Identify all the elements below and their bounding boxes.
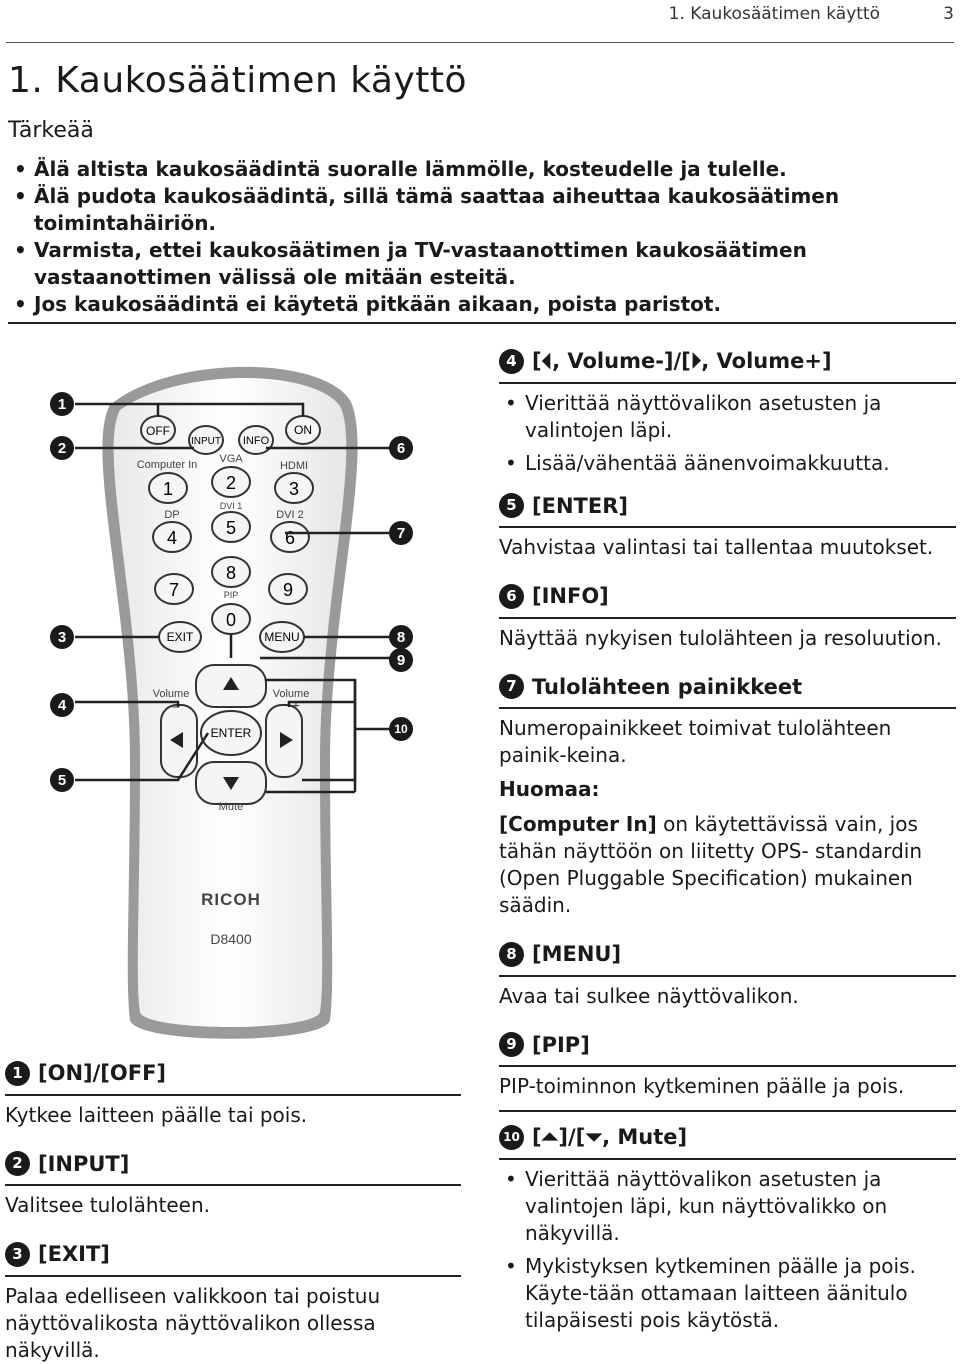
item-divider: [499, 382, 956, 384]
item-2-desc: Valitsee tulolähteen.: [5, 1193, 211, 1217]
item-8-title: [499, 941, 956, 967]
number-badge: 5: [499, 493, 524, 518]
item-divider: [499, 1110, 956, 1112]
list-item: • Varmista, ettei kaukosäätimen ja TV-vastaanottimen kaukosäätimen vastaanottimen välissä ole mitään esteitä.: [8, 237, 938, 291]
item-1-desc: Kytkee laitteen päälle tai pois.: [5, 1102, 308, 1127]
callout-7-label: 7: [396, 525, 406, 542]
item-divider: [5, 1094, 461, 1096]
number-badge: 4: [499, 349, 524, 374]
item-divider: [5, 1184, 461, 1186]
header-divider: [6, 42, 954, 43]
item-2-title: [5, 1151, 461, 1177]
brand-logo: RICOH: [201, 890, 261, 909]
item-7-title: [499, 674, 956, 700]
callout-5-label: 5: [57, 772, 67, 789]
callout-2-label: 2: [57, 440, 67, 457]
item-divider: [499, 1158, 956, 1160]
exit-button-label: EXIT: [166, 630, 194, 644]
note-bold: [Computer In]: [499, 812, 657, 836]
left-items: [5, 1060, 461, 1364]
item-8-desc: Avaa tai sulkee näyttövalikon.: [499, 983, 799, 1008]
mute-label: Mute: [218, 801, 244, 813]
list-item: • Älä altista kaukosäädintä suoralle lämmölle, kosteudelle ja tulelle.: [8, 156, 938, 183]
item-title-text: [ON]/[OFF]: [38, 1061, 167, 1085]
item-10-bullets: [499, 1166, 956, 1334]
input-button-label: INPUT: [191, 436, 221, 447]
item-4-bullets: [499, 390, 956, 477]
button-7-label: 7: [168, 580, 180, 600]
vga-label: VGA: [219, 453, 243, 465]
list-item: • Lisää/vähentää äänenvoimakkuutta.: [499, 450, 956, 477]
item-title-text: Tulolähteen painikkeet: [532, 674, 803, 699]
button-4-label: 4: [166, 528, 178, 548]
list-item: • Vierittää näyttövalikon asetusten ja valintojen läpi, kun näyttövalikko on näkyvillä.: [499, 1166, 956, 1247]
callout-9-label: 9: [396, 652, 406, 669]
item-title-text: [INFO]: [532, 584, 609, 608]
on-button-label: ON: [294, 423, 312, 437]
list-item: • Älä pudota kaukosäädintä, sillä tämä saattaa aiheuttaa kaukosäätimen toimintahäiriön.: [8, 183, 938, 237]
item-divider: [499, 526, 956, 528]
button-6-label: 6: [284, 528, 296, 548]
button-2-label: 2: [225, 473, 237, 493]
off-button-label: OFF: [146, 424, 170, 438]
dp-label: DP: [164, 509, 180, 521]
item-1-title: [5, 1060, 461, 1086]
enter-button-label: ENTER: [210, 726, 252, 740]
important-list: [8, 156, 938, 318]
button-9-label: 9: [282, 580, 294, 600]
item-title-text: [ENTER]: [532, 493, 628, 518]
callout-6-label: 6: [396, 440, 406, 457]
page-title: 1. Kaukosäätimen käyttö: [8, 60, 468, 101]
item-9-title: [499, 1032, 956, 1058]
number-badge: 9: [499, 1032, 524, 1057]
number-badge: 8: [499, 942, 524, 967]
item-divider: [499, 617, 956, 619]
callout-10-label: 10: [394, 722, 408, 736]
note-body: on käytettävissä vain, jos tähän näyttöön on liitetty OPS- standardin (Open Pluggable Specification) mukainen säädin.: [499, 812, 922, 917]
button-5-label: 5: [225, 518, 237, 538]
note-label: Huomaa:: [499, 777, 600, 801]
item-title-text: [MENU]: [532, 942, 622, 966]
page-number: 3: [943, 4, 954, 24]
item-divider: [499, 1065, 956, 1067]
button-1-label: 1: [162, 479, 174, 499]
minus-sign: –: [172, 699, 180, 713]
number-badge: 6: [499, 584, 524, 609]
callout-1-label: 1: [57, 396, 67, 413]
item-5-title: [499, 493, 956, 519]
section-divider: [8, 322, 956, 324]
volume-plus-label: Volume: [272, 688, 310, 700]
item-divider: [5, 1275, 461, 1277]
menu-button-label: MENU: [264, 630, 300, 644]
item-9-desc: PIP-toiminnon kytkeminen päälle ja pois.: [499, 1074, 905, 1098]
list-item: • Vierittää näyttövalikon asetusten ja valintojen läpi.: [499, 390, 956, 444]
item-7-desc: Numeropainikkeet toimivat tulolähteen painik-keina.: [499, 716, 892, 767]
item-divider: [499, 707, 956, 709]
item-title-text: [⏶]/[⏷, Mute]: [532, 1124, 688, 1149]
running-header-chapter: 1. Kaukosäätimen käyttö: [668, 4, 880, 24]
volume-minus-label: Volume: [152, 688, 190, 700]
item-6-title: [499, 583, 956, 609]
button-0-label: 0: [225, 610, 237, 630]
computer-in-label: Computer In: [136, 459, 198, 471]
list-item: • Jos kaukosäädintä ei käytetä pitkään aikaan, poista paristot.: [8, 291, 938, 318]
hdmi-label: HDMI: [279, 460, 309, 472]
button-3-label: 3: [288, 479, 300, 499]
item-6-desc: Näyttää nykyisen tulolähteen ja resoluution.: [499, 625, 942, 650]
right-items: [499, 348, 956, 1334]
item-title-text: [INPUT]: [38, 1151, 130, 1176]
callout-3-label: 3: [57, 629, 67, 646]
plus-sign: +: [291, 697, 301, 713]
item-4-title: [499, 348, 956, 374]
item-title-text: [⏴, Volume-]/[⏵, Volume+]: [532, 348, 832, 373]
item-10-title: [499, 1124, 956, 1150]
item-title-text: [EXIT]: [38, 1242, 110, 1266]
note-text: [499, 811, 956, 919]
callout-8-label: 8: [396, 629, 406, 646]
important-heading: Tärkeää: [8, 118, 94, 143]
callout-4-label: 4: [57, 697, 67, 714]
item-3-desc: Palaa edelliseen valikkoon tai poistuu näyttövalikosta näyttövalikon ollessa näkyvillä.: [5, 1283, 381, 1362]
dvi1-label: DVI 1: [219, 501, 243, 511]
number-badge: 10: [499, 1125, 524, 1150]
list-item: • Mykistyksen kytkeminen päälle ja pois. Käyte-tään ottamaan laitteen äänitulo tilapäisesti pois käytöstä.: [499, 1253, 956, 1334]
pip-label: PIP: [223, 590, 239, 600]
button-8-label: 8: [225, 563, 237, 583]
item-divider: [499, 975, 956, 977]
number-badge: 1: [5, 1061, 30, 1086]
model-label: D8400: [210, 931, 252, 947]
item-5-desc: Vahvistaa valintasi tai tallentaa muutokset.: [499, 535, 934, 559]
number-badge: 7: [499, 674, 524, 699]
number-badge: 2: [5, 1151, 30, 1176]
dvi2-label: DVI 2: [276, 509, 304, 521]
info-button-label: INFO: [242, 435, 270, 447]
number-badge: 3: [5, 1242, 30, 1267]
item-3-title: [5, 1241, 461, 1267]
item-title-text: [PIP]: [532, 1032, 590, 1057]
remote-control-illustration: [30, 340, 470, 1060]
